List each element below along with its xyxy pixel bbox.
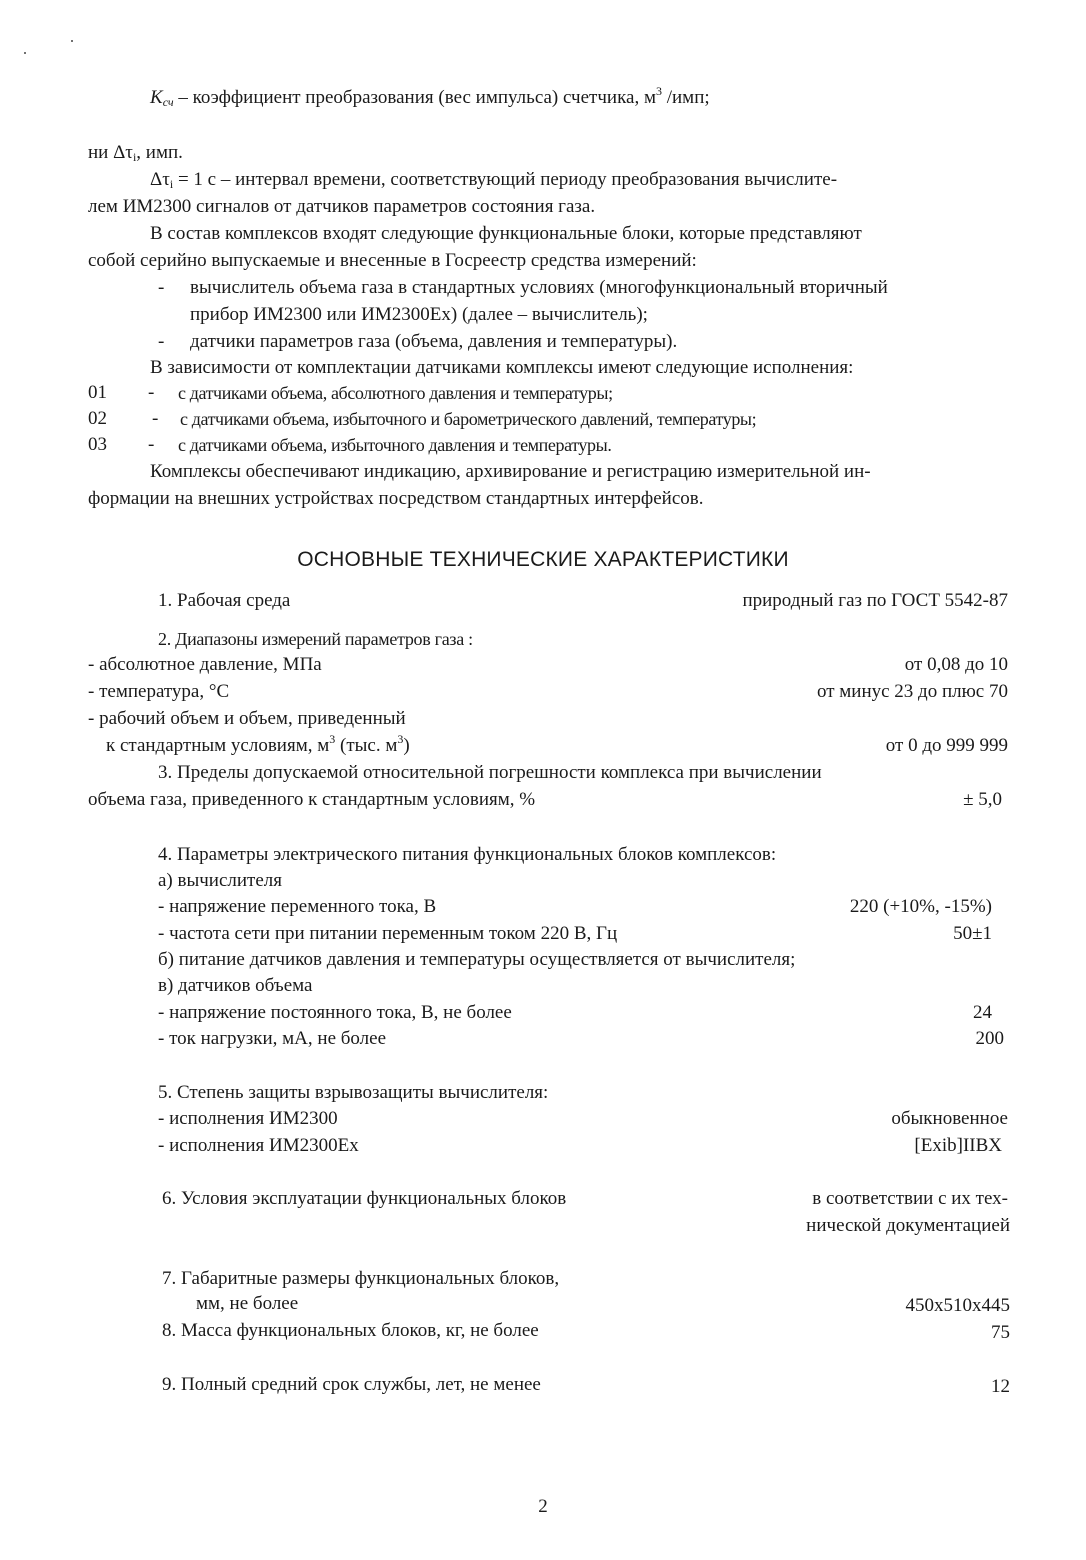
composition-paragraph-cont: собой серийно выпускаемые и внесенные в Госреестр средства измерений: <box>88 250 697 271</box>
dt-symbol: Δτ <box>150 169 170 190</box>
section-heading: ОСНОВНЫЕ ТЕХНИЧЕСКИЕ ХАРАКТЕРИСТИКИ <box>297 548 789 571</box>
spec-4-a-row-voltage-label: - напряжение переменного тока, В <box>158 896 437 917</box>
n-cont-tail: , имп. <box>136 142 183 163</box>
volume-unit-text: (тыс. м <box>335 735 398 756</box>
spec-6-label: 6. Условия эксплуатации функциональных блоков <box>162 1188 567 1209</box>
spec-5-label: 5. Степень защиты взрывозащиты вычислителя: <box>158 1082 549 1103</box>
spec-2-row-pressure-value: от 0,08 до 10 <box>904 654 1008 675</box>
spec-2-row-volume-value: от 0 до 999 999 <box>885 735 1008 756</box>
spec-3-label: 3. Пределы допускаемой относительной погрешности комплекса при вычислении <box>158 762 822 783</box>
bullet-item-calculator: вычислитель объема газа в стандартных условиях (многофункциональный вторичный <box>190 277 888 298</box>
spec-6-value: в соответствии с их тех- <box>812 1188 1008 1209</box>
spec-4-sub-c: в) датчиков объема <box>158 975 313 996</box>
spec-2-row-temperature-label: - температура, °С <box>88 681 230 702</box>
spec-3-label-cont: объема газа, приведенного к стандартным условиям, % <box>88 789 536 810</box>
k-definition <box>150 86 710 110</box>
variant-text: с датчиками объема, абсолютного давления и температуры; <box>178 383 613 403</box>
dt-definition <box>150 168 837 192</box>
k-symbol: K <box>150 87 163 108</box>
bullet-item-calculator-cont: прибор ИМ2300 или ИМ2300Ex) (далее – вычислитель); <box>190 304 648 325</box>
variant-code: 03 <box>88 434 107 455</box>
composition-paragraph: В состав комплексов входят следующие функциональные блоки, которые представляют <box>150 223 862 244</box>
spec-2-row-temperature-value: от минус 23 до плюс 70 <box>816 681 1008 702</box>
spec-1-value: природный газ по ГОСТ 5542-87 <box>742 590 1008 611</box>
k-subscript: сч <box>162 95 174 109</box>
features-paragraph: Комплексы обеспечивают индикацию, архивирование и регистрацию измерительной ин- <box>150 461 871 482</box>
volume-unit-text: ) <box>403 735 410 756</box>
spec-1-label: 1. Рабочая среда <box>158 590 291 611</box>
spec-4-a-row-frequency-value: 50±1 <box>953 923 992 944</box>
n-cont-sub: i <box>132 150 137 164</box>
spec-8-label: 8. Масса функциональных блоков, кг, не более <box>162 1320 539 1341</box>
spec-4-sub-b: б) питание датчиков давления и температуры осуществляется от вычислителя; <box>158 949 796 970</box>
features-paragraph-cont: формации на внешних устройствах посредством стандартных интерфейсов. <box>88 488 704 509</box>
dt-definition-cont: лем ИМ2300 сигналов от датчиков параметров состояния газа. <box>88 196 596 217</box>
k-text: – коэффициент преобразования (вес импульса) счетчика, м <box>173 87 656 108</box>
spec-4-label: 4. Параметры электрического питания функциональных блоков комплексов: <box>158 844 777 865</box>
spec-4-a-row-frequency-label: - частота сети при питании переменным током 220 В, Гц <box>158 923 618 944</box>
spec-2-row-volume-label: - рабочий объем и объем, приведенный <box>88 708 406 729</box>
spec-9-value: 12 <box>991 1376 1010 1397</box>
spec-8-value: 75 <box>991 1322 1010 1343</box>
spec-2-label: 2. Диапазоны измерений параметров газа : <box>158 629 473 649</box>
volume-sup: 3 <box>329 732 336 746</box>
spec-4-c-row-dc-voltage-label: - напряжение постоянного тока, В, не более <box>158 1002 512 1023</box>
dt-text: = 1 с – интервал времени, соответствующий периоду преобразования вычислите- <box>173 169 838 190</box>
n-definition-cont <box>88 141 183 165</box>
k-sup: 3 <box>655 84 662 98</box>
dt-sub: i <box>169 177 174 191</box>
bullet-dash: - <box>158 277 165 298</box>
spec-2-row-pressure-label: - абсолютное давление, МПа <box>88 654 322 675</box>
spec-7-value: 450x510x445 <box>905 1295 1010 1316</box>
spec-9-label: 9. Полный средний срок службы, лет, не менее <box>162 1374 541 1395</box>
variant-code: 02 <box>88 408 107 429</box>
scan-speck <box>24 52 26 54</box>
spec-2-row-volume-label-cont <box>106 734 410 758</box>
variant-code: 01 <box>88 382 107 403</box>
variant-text: с датчиками объема, избыточного давления и температуры. <box>178 435 612 455</box>
spec-5-row-im2300ex-value: [Exib]IIBX <box>914 1135 1002 1156</box>
variants-intro: В зависимости от комплектации датчиками комплексы имеют следующие исполнения: <box>150 357 854 378</box>
spec-5-row-im2300-label: - исполнения ИМ2300 <box>158 1108 338 1129</box>
variant-dash: - <box>148 434 155 455</box>
volume-unit-text: к стандартным условиям, м <box>106 735 330 756</box>
bullet-dash: - <box>158 331 165 352</box>
spec-4-sub-a: а) вычислителя <box>158 870 283 891</box>
bullet-item-sensors: датчики параметров газа (объема, давления и температуры). <box>190 331 678 352</box>
variant-dash: - <box>148 382 155 403</box>
spec-6-value-cont: нической документацией <box>806 1215 1010 1236</box>
page-number: 2 <box>538 1496 548 1517</box>
spec-5-row-im2300ex-label: - исполнения ИМ2300Ex <box>158 1135 359 1156</box>
variant-dash: - <box>152 408 159 429</box>
n-cont-text: ни Δτ <box>88 142 133 163</box>
spec-7-label-cont: мм, не более <box>196 1293 299 1314</box>
spec-4-c-row-current-label: - ток нагрузки, мА, не более <box>158 1028 387 1049</box>
scan-speck <box>71 40 73 42</box>
spec-4-c-row-dc-voltage-value: 24 <box>973 1002 992 1023</box>
spec-5-row-im2300-value: обыкновенное <box>891 1108 1008 1129</box>
spec-4-a-row-voltage-value: 220 (+10%, -15%) <box>849 896 992 917</box>
variant-text: с датчиками объема, избыточного и барометрического давлений, температуры; <box>180 409 757 429</box>
spec-7-label: 7. Габаритные размеры функциональных блоков, <box>162 1268 560 1289</box>
volume-sup: 3 <box>397 732 404 746</box>
spec-4-c-row-current-value: 200 <box>975 1028 1004 1049</box>
spec-3-value: ± 5,0 <box>963 789 1002 810</box>
k-tail: /имп; <box>661 87 710 108</box>
